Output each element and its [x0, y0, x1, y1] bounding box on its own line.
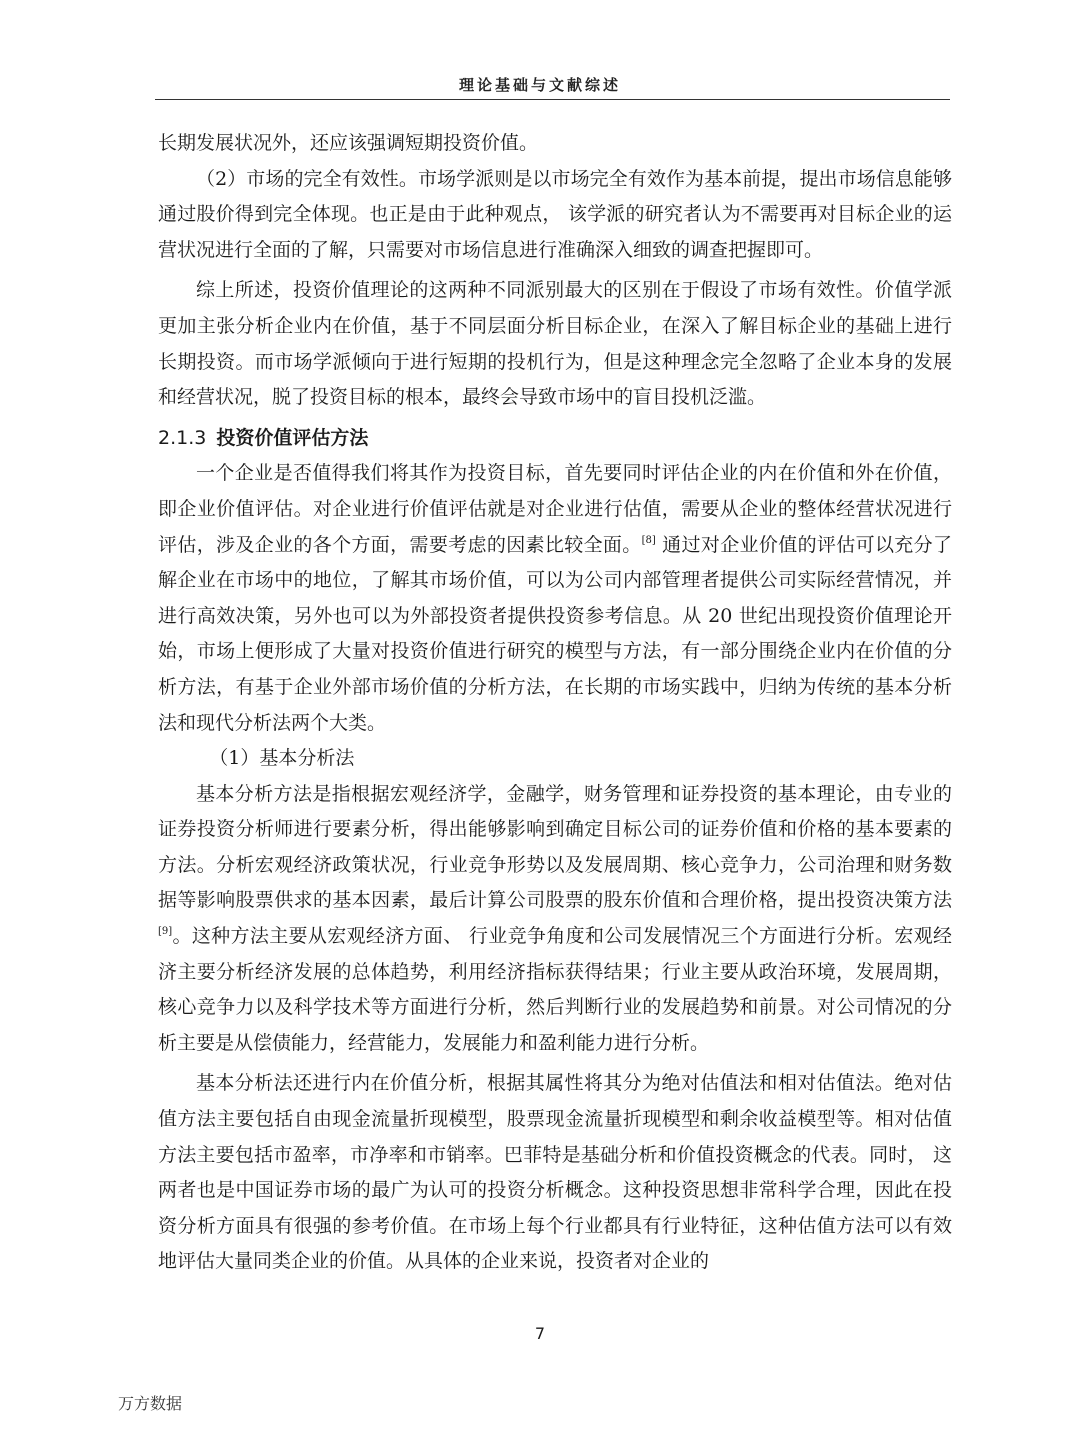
page-number: 7	[534, 1324, 546, 1343]
section-heading	[158, 421, 952, 457]
paragraph-fundamental-part1: 基本分析方法是指根据宏观经济学，金融学，财务管理和证券投资的基本理论，由专业的证券投资分析师进行要素分析，得出能够影响到确定目标公司的证券价值和价格的基本要素的方法。分析宏观经济政策状况，行业竞争形势以及发展周期、核心竞争力，公司治理和财务数据等影响股票供求的基本因素，最后计算公司股票的股东价值和合理价格，提出投资决策方法	[158, 782, 952, 912]
watermark: 万方数据	[118, 1394, 183, 1413]
paragraph-market-efficiency: （2）市场的完全有效性。市场学派则是以市场完全有效作为基本前提，提出市场信息能够通过股价得到完全体现。也正是由于此种观点， 该学派的研究者认为不需要再对目标企业的运营状况进行全面的了解，只需要对市场信息进行准确深入细致的调查把握即可。	[158, 167, 952, 261]
citation-ref-8: [8]	[641, 534, 656, 546]
header-rule	[155, 99, 950, 100]
paragraph-intrinsic-value: 基本分析法还进行内在价值分析，根据其属性将其分为绝对估值法和相对估值法。绝对估值方法主要包括自由现金流量折现模型，股票现金流量折现模型和剩余收益模型等。相对估值方法主要包括市盈率，市净率和市销率。巴菲特是基础分析和价值投资概念的代表。同时， 这两者也是中国证券市场的最广为认可的投资分析概念。这种投资思想非常科学合理，因此在投资分析方面具有很强的参考价值。在市场上每个行业都具有行业特征，这种估值方法可以有效地评估大量同类企业的价值。从具体的企业来说，投资者对企业的	[158, 1072, 952, 1273]
citation-ref-9: [9]	[158, 926, 173, 938]
paragraph-summary: 综上所述，投资价值理论的这两种不同派别最大的区别在于假设了市场有效性。价值学派更加主张分析企业内在价值，基于不同层面分析目标企业，在深入了解目标企业的基础上进行长期投资。而市场学派倾向于进行短期的投机行为，但是这种理念完全忽略了企业本身的发展和经营状况，脱了投资目标的根本，最终会导致市场中的盲目投机泛滥。	[158, 279, 952, 409]
section-number: 2.1.3	[158, 426, 207, 449]
paragraph-fundamental-analysis	[158, 777, 952, 1062]
paragraph-valuation-intro-part1: 一个企业是否值得我们将其作为投资目标，首先要同时评估企业的内在价值和外在价值，即企业价值评估。对企业进行价值评估就是对企业进行估值，需要从企业的整体经营状况进行评估，涉及企业的各个方面，需要考虑的因素比较全面。	[158, 462, 952, 556]
paragraph-valuation-intro-part2: 通过对企业价值的评估可以充分了解企业在市场中的地位，了解其市场价值，可以为公司内部管理者提供公司实际经营情况，并进行高效决策，另外也可以为外部投资者提供投资参考信息。从 20 世纪出现投资价值理论开始，市场上便形成了大量对投资价值进行研究的模型与方法，有一部分围绕企业内在价值的分析方法，有基于企业外部市场价值的分析方法，在长期的市场实践中，归纳为传统的基本分析法和现代分析法两个大类。	[158, 533, 952, 734]
subsection-heading: （1）基本分析法	[209, 747, 355, 770]
section-title: 投资价值评估方法	[216, 426, 369, 449]
paragraph-fundamental-part2: 。这种方法主要从宏观经济方面、 行业竞争角度和公司发展情况三个方面进行分析。宏观经济主要分析经济发展的总体趋势，利用经济指标获得结果；行业主要从政治环境，发展周期，核心竞争力以及科学技术等方面进行分析，然后判断行业的发展趋势和前景。对公司情况的分析主要是从偿债能力，经营能力，发展能力和盈利能力进行分析。	[158, 925, 952, 1054]
body-text	[158, 126, 952, 1280]
paragraph-valuation-intro	[158, 456, 952, 741]
running-header: 理论基础与文献综述	[458, 76, 621, 94]
paragraph-continuation: 长期发展状况外，还应该强调短期投资价值。	[158, 132, 539, 154]
